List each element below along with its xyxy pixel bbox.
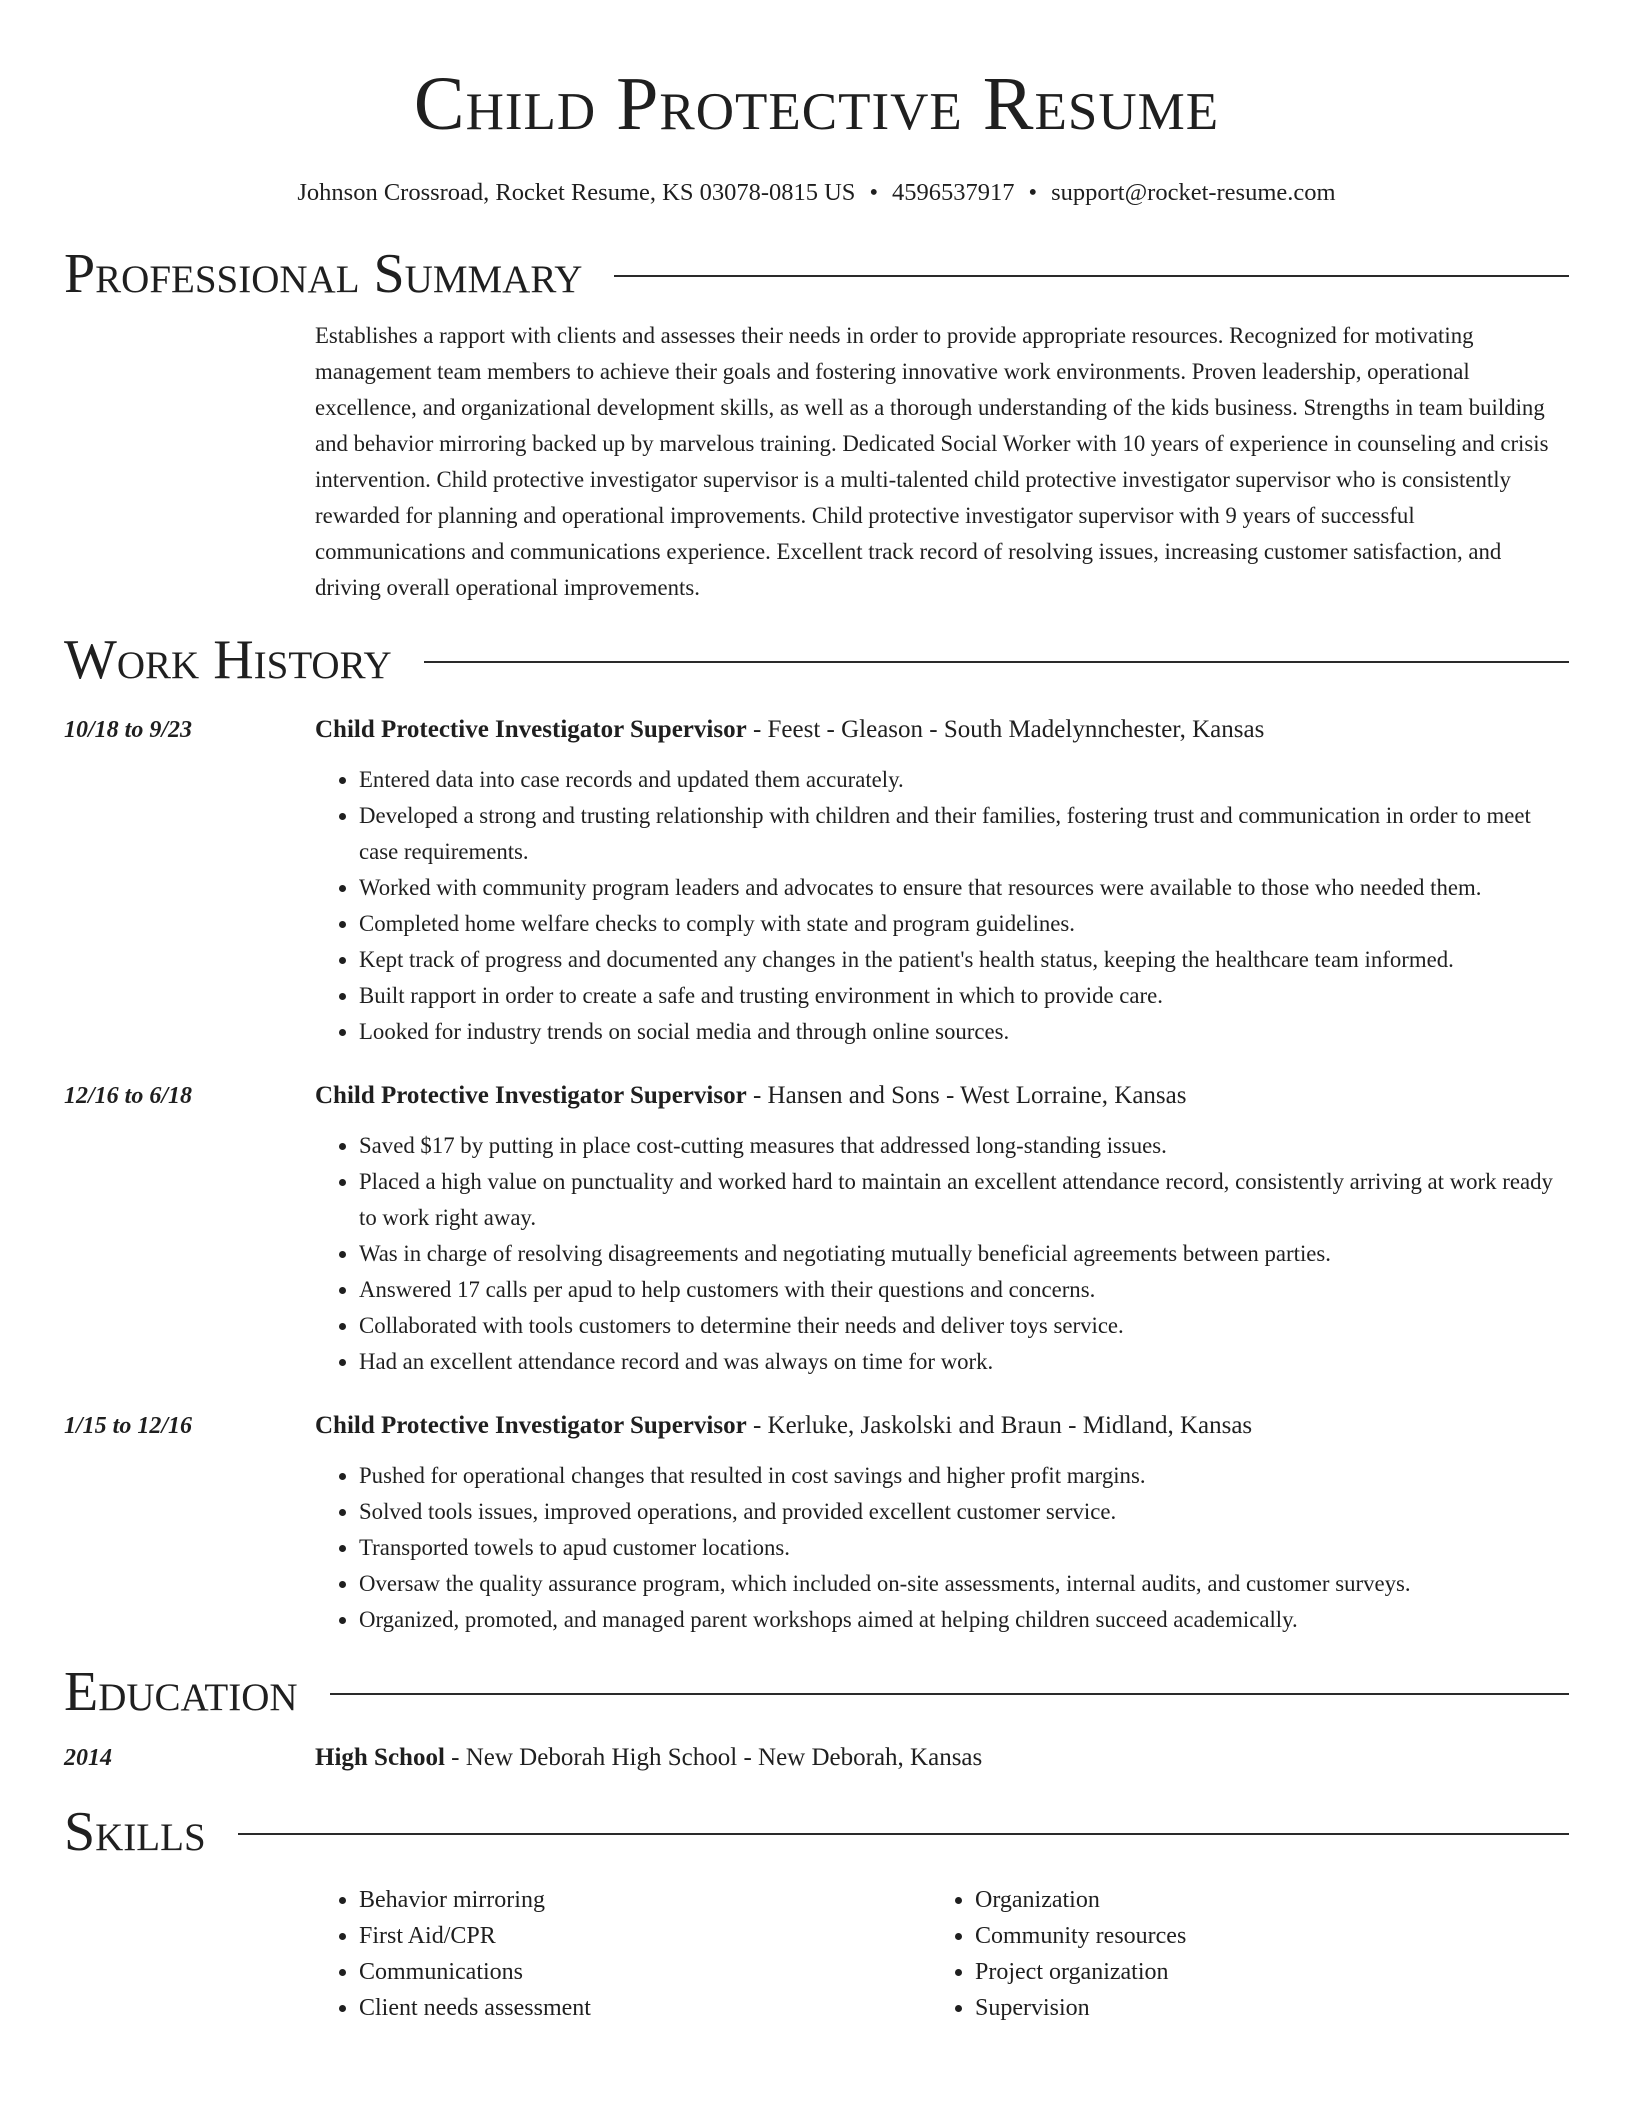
skill-item: • Communications (359, 1954, 931, 1990)
skill-item: • Client needs assessment (359, 1990, 931, 2026)
education-entry (64, 1742, 1569, 1774)
list-item: • Had an excellent attendance record and was always on time for work. (359, 1344, 1569, 1380)
separator-dot: • (869, 179, 879, 206)
skill-item: • Behavior mirroring (359, 1882, 931, 1918)
job-entry (64, 1410, 1569, 1638)
list-item: • Developed a strong and trusting relationship with children and their families, fostering trust and communication in order to meet case requirements. (359, 798, 1569, 870)
list-item: • Kept track of progress and documented any changes in the patient's health status, keeping the healthcare team informed. (359, 942, 1569, 978)
job-title-line (315, 714, 1569, 746)
job-bullets (315, 1128, 1569, 1380)
list-item: • Oversaw the quality assurance program, which included on-site assessments, internal audits, and customer surveys. (359, 1566, 1569, 1602)
job-entry (64, 714, 1569, 1050)
separator-dot: • (1028, 179, 1038, 206)
list-item: • Answered 17 calls per apud to help customers with their questions and concerns. (359, 1272, 1569, 1308)
job-title-line (315, 1080, 1569, 1112)
list-item: • Entered data into case records and updated them accurately. (359, 762, 1569, 798)
education-degree: High School (315, 1744, 445, 1771)
job-role: Child Protective Investigator Supervisor (315, 1082, 747, 1109)
job-employer: - Hansen and Sons - West Lorraine, Kansas (746, 1082, 1187, 1109)
job-entry (64, 1080, 1569, 1380)
section-heading-work-history (64, 628, 1569, 692)
section-divider (238, 1833, 1569, 1835)
section-divider (424, 661, 1569, 663)
section-divider (614, 275, 1569, 277)
resume-title: Child Protective Resume (413, 62, 1220, 146)
job-employer: - Kerluke, Jaskolski and Braun - Midland, Kansas (746, 1412, 1253, 1439)
list-item: • Organized, promoted, and managed parent workshops aimed at helping children succeed academically. (359, 1602, 1569, 1638)
education-year: 2014 (64, 1745, 112, 1771)
list-item: • Looked for industry trends on social media and through online sources. (359, 1014, 1569, 1050)
skill-item: • First Aid/CPR (359, 1918, 931, 1954)
list-item: • Pushed for operational changes that resulted in cost savings and higher profit margins. (359, 1458, 1569, 1494)
section-title: Professional Summary (64, 243, 583, 305)
job-role: Child Protective Investigator Supervisor (315, 716, 747, 743)
list-item: • Saved $17 by putting in place cost-cutting measures that addressed long-standing issues. (359, 1128, 1569, 1164)
list-item: • Was in charge of resolving disagreements and negotiating mutually beneficial agreements between parties. (359, 1236, 1569, 1272)
contact-address: Johnson Crossroad, Rocket Resume, KS 03078-0815 US (297, 179, 856, 206)
job-content (315, 1080, 1569, 1380)
list-item: • Placed a high value on punctuality and worked hard to maintain an excellent attendance record, consistently arriving at work ready to work right away. (359, 1164, 1569, 1236)
contact-email: support@rocket-resume.com (1051, 179, 1336, 206)
contact-line (64, 178, 1569, 208)
list-item: • Collaborated with tools customers to determine their needs and deliver toys service. (359, 1308, 1569, 1344)
job-role: Child Protective Investigator Supervisor (315, 1412, 747, 1439)
job-dates: 1/15 to 12/16 (64, 1413, 193, 1439)
education-school: - New Deborah High School - New Deborah, Kansas (444, 1744, 983, 1771)
list-item: • Transported towels to apud customer locations. (359, 1530, 1569, 1566)
job-content (315, 1410, 1569, 1638)
skills-list-right (931, 1882, 1547, 2026)
section-heading-education (64, 1660, 1569, 1724)
section-heading-skills (64, 1800, 1569, 1864)
job-bullets (315, 1458, 1569, 1638)
skills-columns (315, 1882, 1569, 2026)
job-title-line (315, 1410, 1569, 1442)
list-item: • Completed home welfare checks to comply with state and program guidelines. (359, 906, 1569, 942)
section-title: Education (64, 1661, 298, 1723)
skill-item: • Supervision (975, 1990, 1547, 2026)
contact-phone: 4596537917 (892, 179, 1015, 206)
section-heading-summary (64, 242, 1569, 306)
job-dates: 10/18 to 9/23 (64, 717, 193, 743)
skill-item: • Community resources (975, 1918, 1547, 1954)
list-item: • Solved tools issues, improved operations, and provided excellent customer service. (359, 1494, 1569, 1530)
job-employer: - Feest - Gleason - South Madelynnchester, Kansas (746, 716, 1265, 743)
section-title: Work History (64, 629, 392, 691)
education-content (315, 1742, 982, 1774)
list-item: • Worked with community program leaders and advocates to ensure that resources were available to those who needed them. (359, 870, 1569, 906)
skill-item: • Project organization (975, 1954, 1547, 1990)
job-dates: 12/16 to 6/18 (64, 1083, 193, 1109)
skill-item: • Organization (975, 1882, 1547, 1918)
job-bullets (315, 762, 1569, 1050)
list-item: • Built rapport in order to create a safe and trusting environment in which to provide care. (359, 978, 1569, 1014)
skills-list-left (315, 1882, 931, 2026)
resume-page (64, 0, 1569, 2026)
summary-text: Establishes a rapport with clients and assesses their needs in order to provide appropriate resources. Recognized for motivating management team members to achieve their goals and fostering innovative work environments. Proven leadership, operational excellence, and organizational development skills, as well as a thorough understanding of the kids business. Strengths in team building and behavior mirroring backed up by marvelous training. Dedicated Social Worker with 10 years of experience in counseling and crisis intervention. Child protective investigator supervisor is a multi-talented child protective investigator supervisor who is consistently rewarded for planning and operational improvements. Child protective investigator supervisor with 9 years of successful communications and communications experience. Excellent track record of resolving issues, increasing customer satisfaction, and driving overall operational improvements. (315, 323, 1549, 600)
section-title: Skills (64, 1801, 206, 1863)
job-content (315, 714, 1569, 1050)
section-divider (330, 1693, 1569, 1695)
